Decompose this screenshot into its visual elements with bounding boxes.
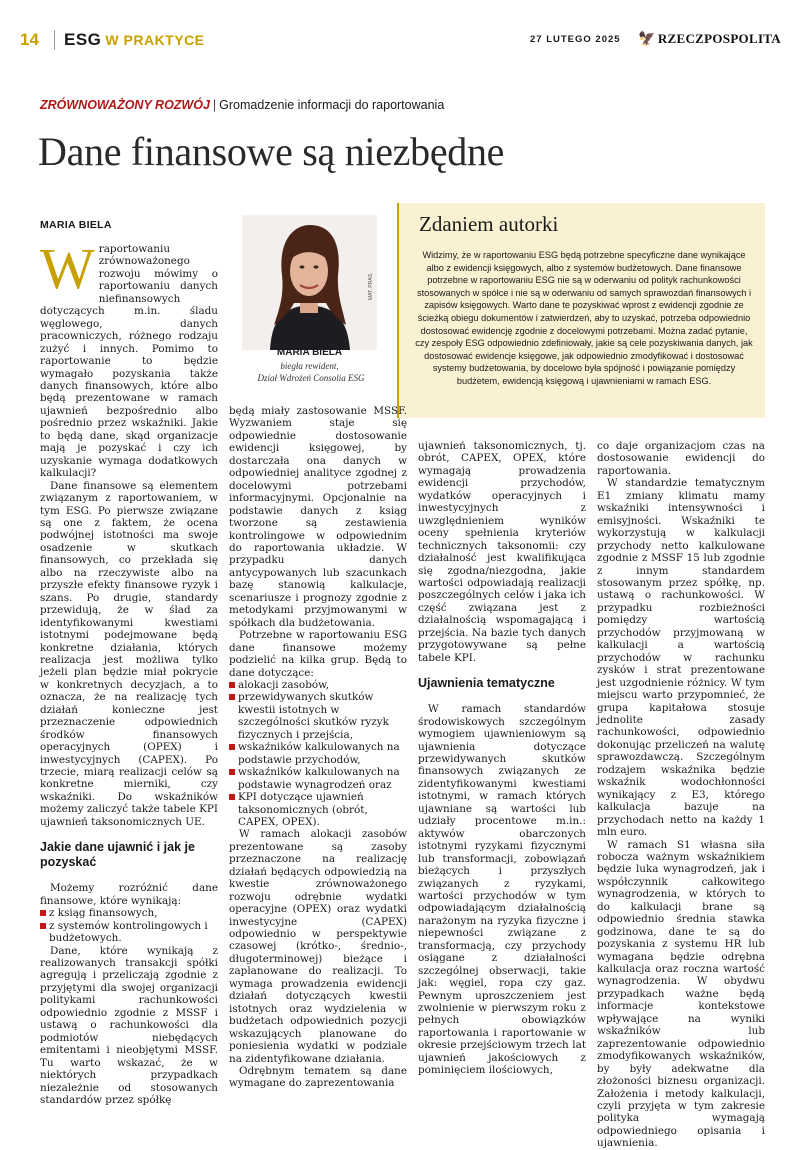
opinion-box (397, 203, 765, 418)
article-column-1 (40, 236, 218, 1106)
opinion-title: Zdaniem autorki (419, 212, 559, 236)
eagle-icon: 🦅 (638, 32, 656, 47)
publication-logo (638, 31, 781, 48)
photo-caption-department: Dział Wdrożeń Consolia ESG (257, 373, 365, 383)
page-header (20, 26, 781, 56)
brand-name: RZECZPOSPOLITA (657, 31, 781, 46)
list-item: z ksiąg finansowych, (40, 907, 218, 919)
kicker-divider: | (212, 98, 217, 112)
subheading: Ujawnienia tematyczne (418, 676, 555, 691)
header-divider (54, 30, 55, 50)
bullet-list (40, 907, 218, 944)
photo-caption-name: MARIA BIELA (276, 347, 343, 358)
article-author: MARIA BIELA (40, 219, 112, 231)
body-paragraph: będą miały zastosowanie MSSF. Wyzwaniem staje się odpowiednie dostosowanie ewidencji księgowej, by dostarczała ona danych w odpowiedniej analityce zgodnej z docelowymi potrzebami informacyjnymi. Opcjonalnie na podstawie danych z ksiąg tworzone są zestawienia kontrolingowe w odpowiednim do raportowania układzie. W przypadku danych antycypowanych lub szacunkach bazę stanowią kalkulacje, scenariusze i prognozy zgodnie z metodykami przyjmowanymi w spółkach dla budżetowania. (229, 405, 407, 629)
author-photo (242, 215, 377, 350)
subheading: Jakie dane ujawnić i jak je pozyskać (40, 840, 195, 870)
list-item: wskaźników kalkulowanych na podstawie przychodów, (229, 741, 407, 766)
body-paragraph: co daje organizacjom czas na dostosowanie ewidencji do raportowania. (597, 440, 765, 477)
photo-credit: MAT. PRAS. (368, 272, 374, 300)
list-item: przewidywanych skutków kwestii istotnych w szczególności skutków ryzyk fizycznych i przejścia, (229, 691, 407, 741)
body-paragraph: Dane, które wynikają z realizowanych transakcji spółki agregują i przeliczają zgodnie z przyjętymi dla swojej organizacji politykami rachunkowości odpowiednio zgodnie z MSSF i ustawą o rachunkowości dla podmiotów niebędących emitentami i nieobjętymi MSSF. Tu warto wskazać, że w niektórych przypadkach niezależnie od stosowanych standardów przez spółkę (40, 944, 218, 1106)
body-paragraph: Potrzebne w raportowaniu ESG dane finansowe możemy podzielić na kilka grup. Będą to dane dotyczące: (229, 629, 407, 679)
section-name (64, 30, 205, 50)
article-column-4 (597, 440, 765, 1150)
body-paragraph: Dane finansowe są elementem związanym z raportowaniem, w tym ESG. Po pierwsze związane są one z faktem, że ocena podwójnej istotności ma swoje osadzenie w skutkach finansowych, co przekłada się albo na rzeczywiste albo na przyszłe efekty finansowe ryzyk i szans. Po drugie, standardy przewidują, że w ślad za identyfikowanymi kwestiami istotnymi podejmowane będą konkretne działania, których realizacja jest możliwa tylko jeżeli plan będzie miał pokrycie w konkretnych decyzjach, a to oznacza, że na realizację tych działań konieczne jest przeznaczenie odpowiednich środków finansowych operacyjnych (OPEX) i inwestycyjnych (CAPEX). Po trzecie, miarą realizacji celów są konkretne mierniki, czy wskaźniki. Do wskaźników możemy zaliczyć także tabele KPI ujawnień taksonomicznych UE. (40, 479, 218, 828)
photo-caption-role: biegła rewident, (280, 361, 339, 371)
article-column-2 (229, 405, 407, 1090)
bullet-list (229, 679, 407, 828)
body-paragraph: Możemy rozróżnić dane finansowe, które wynikają: (40, 882, 218, 907)
body-paragraph: W ramach alokacji zasobów prezentowane są zasoby przeznaczone na realizację działań będących odpowiedzią na kwestie zrównoważonego rozwoju odrębnie wydatki operacyjne (OPEX) oraz wydatki inwestycyjne (CAPEX) odpowiednio w perspektywie czasowej (krótko-, średnio-, długoterminowej) bieżące i zaplanowane do realizacji. To wymaga prowadzenia ewidencji działań dotyczących kwestii istotnych oraz wydzielenia w budżetach odpowiednich pozycji wskazujących planowane do poniesienia wydatki w podziale na zidentyfikowane działania. (229, 828, 407, 1065)
drop-cap: W (40, 236, 95, 301)
list-item: KPI dotyczące ujawnień taksonomicznych (obrót, CAPEX, OPEX). (229, 791, 407, 828)
list-item: z systemów kontrolingowych i budżetowych. (40, 920, 218, 945)
body-paragraph: ujawnień taksonomicznych, tj. obrót, CAPEX, OPEX, które wymagają prowadzenia ewidencji przychodów, wydatków operacyjnych i inwestycyjnych z uwzględnieniem wyników oceny spełnienia kryteriów technicznych taksonomii: czy działalność jest kwalifikująca się zgodna/niezgodna, jakie wartości odpowiadają realizacji poszczególnych celów i jaka ich część związana jest z działalnością wspomagającą i przejścia. Na bazie tych danych przygotowywane są pełne tabele KPI. (418, 440, 586, 664)
article-title: Dane finansowe są niezbędne (38, 129, 505, 174)
publication-date: 27 LUTEGO 2025 (530, 34, 621, 45)
lead-text: raportowaniu zrównoważonego rozwoju mówimy o raportowaniu danych niefinansowych dotyczących m.in. śladu węglowego, danych pracowniczych, różnego rodzaju zużyć i innych. Pomimo to raportowanie to będzie wymagało pozyskania także danych finansowych, które albo będą prezentowane w ramach ujawnień bezpośrednio albo pośrednio przez wskaźniki. Jakie to będą dane, skąd organizacje mają je pozyskać i czy ich uzyskanie wymaga dodatkowych kalkulacji? (40, 243, 218, 480)
article-subcategory: Gromadzenie informacji do raportowania (219, 98, 445, 112)
body-paragraph: W ramach standardów środowiskowych szczególnym wymogiem ujawnieniowym są ujawnienia dotyczące przewidywanych skutków finansowych związanych ze zidentyfikowanymi kwestiami istotnymi, w ramach których ujawniane są wartości lub udziały procentowe m.in.: aktywów obarczonych istotnymi ryzykami fizycznymi lub transformacji, zobowiązań bieżących i przyszłych związanych z ryzykami, wartości przychodów w tym odpowiadającym działalnością narażonym na ryzyka fizyczne i niepewności związane z transformacją, czy przychody osiągane z działalności szczególnej obserwacji, takie jak: węgiel, ropa czy gaz. Pewnym uproszczeniem jest zwolnienie w pierwszym roku z pełnych obowiązków raportowania i raportowanie w okresie przejściowym trzech lat ujawnień jakościowych z pominięciem ilościowych, (418, 703, 586, 1077)
article-category: ZRÓWNOWAŻONY ROZWÓJ (40, 98, 210, 112)
body-paragraph: W ramach S1 własna siła robocza ważnym wskaźnikiem będzie luka wynagrodzeń, jak i współczynnik całkowitego wynagrodzenia, w których to do kalkulacji brane są odpowiednio średnia stawka godzinowa, dane te są do pozyskania z systemu HR lub wymagana będzie odrębna kalkulacja oraz roczna wartość wynagrodzenia. W obydwu przypadkach ważne będą informacje kontekstowe wpływające na wyniki wskaźników lub zaprezentowanie odpowiednio zmodyfikowanych wskaźników, by były adekwatne dla złożoności biznesu organizacji. Założenia i metody kalkulacji, czyli przyjęta w tym zakresie polityka wymagają odpowiedniego opisania i ujawnienia. (597, 838, 765, 1150)
article-column-3 (418, 440, 586, 1077)
body-paragraph: W standardzie tematycznym E1 zmiany klimatu mamy wskaźniki intensywności i emisyjności. Wskaźniki te wykorzystują w kalkulacji przychody netto kalkulowane zgodnie z MSSF 15 lub zgodnie z innym standardem stosowanym przez spółkę, np. ustawą o rachunkowości. W przypadku rozbieżności pomiędzy wartością przychodów przyjmowaną w kalkulacji a wartością przychodów w rachunku zysków i strat prezentowane jest uzgodnienie różnicy. W tym miejscu warto przypomnieć, że grupa kapitałowa stosuje jednolite zasady rachunkowości, odpowiednio dokonując przeliczeń na walutę sprawozdawczą. Szczególnym rodzajem wskaźnika będzie wskaźnik wodochłonności wynikający z E3, którego kalkulacja bazuje na przychodach netto na każdy 1 mln euro. (597, 477, 765, 839)
list-item: alokacji zasobów, (229, 679, 407, 691)
section-accent: W PRAKTYCE (105, 32, 205, 48)
page-number: 14 (20, 30, 39, 49)
section-title: ESG (64, 30, 102, 49)
lead-paragraph (40, 236, 218, 480)
article-kicker (40, 98, 444, 112)
opinion-text: Widzimy, że w raportowaniu ESG będą potrzebne specyficzne dane wynikające albo z ewidencji księgowych, albo z systemów budżetowych. Dane finansowe potrzebne w raportowaniu ESG nie są w oderwaniu od polityk rachunkowości stosowanych w spółce i nie są w oderwaniu od samych sprawozdań finansowych i zapisów księgowych. Warto dane te pozyskiwać wprost z ewidencji zgodnie ze ścieżką obiegu dokumentów i zatwierdzeń, aby to uzyskać, potrzeba odpowiednio dostosować ewidencję zgodnie z docelowymi potrzebami. Można zadać pytanie, czy zespoły ESG odpowiednio zdefiniowały, jakie są cele pozyskiwania danych, jak dostosować ewidencje księgowe, jak odpowiednio zmodyfikować i dostosować systemy budżetowania, by docelowo była spójność i powiązanie pomiędzy budżetem, ewidencją księgową i ujawnieniami w ramach ESG. (415, 250, 753, 386)
body-paragraph: Odrębnym tematem są dane wymagane do zaprezentowania (229, 1065, 407, 1090)
list-item: wskaźników kalkulowanych na podstawie wynagrodzeń oraz (229, 766, 407, 791)
